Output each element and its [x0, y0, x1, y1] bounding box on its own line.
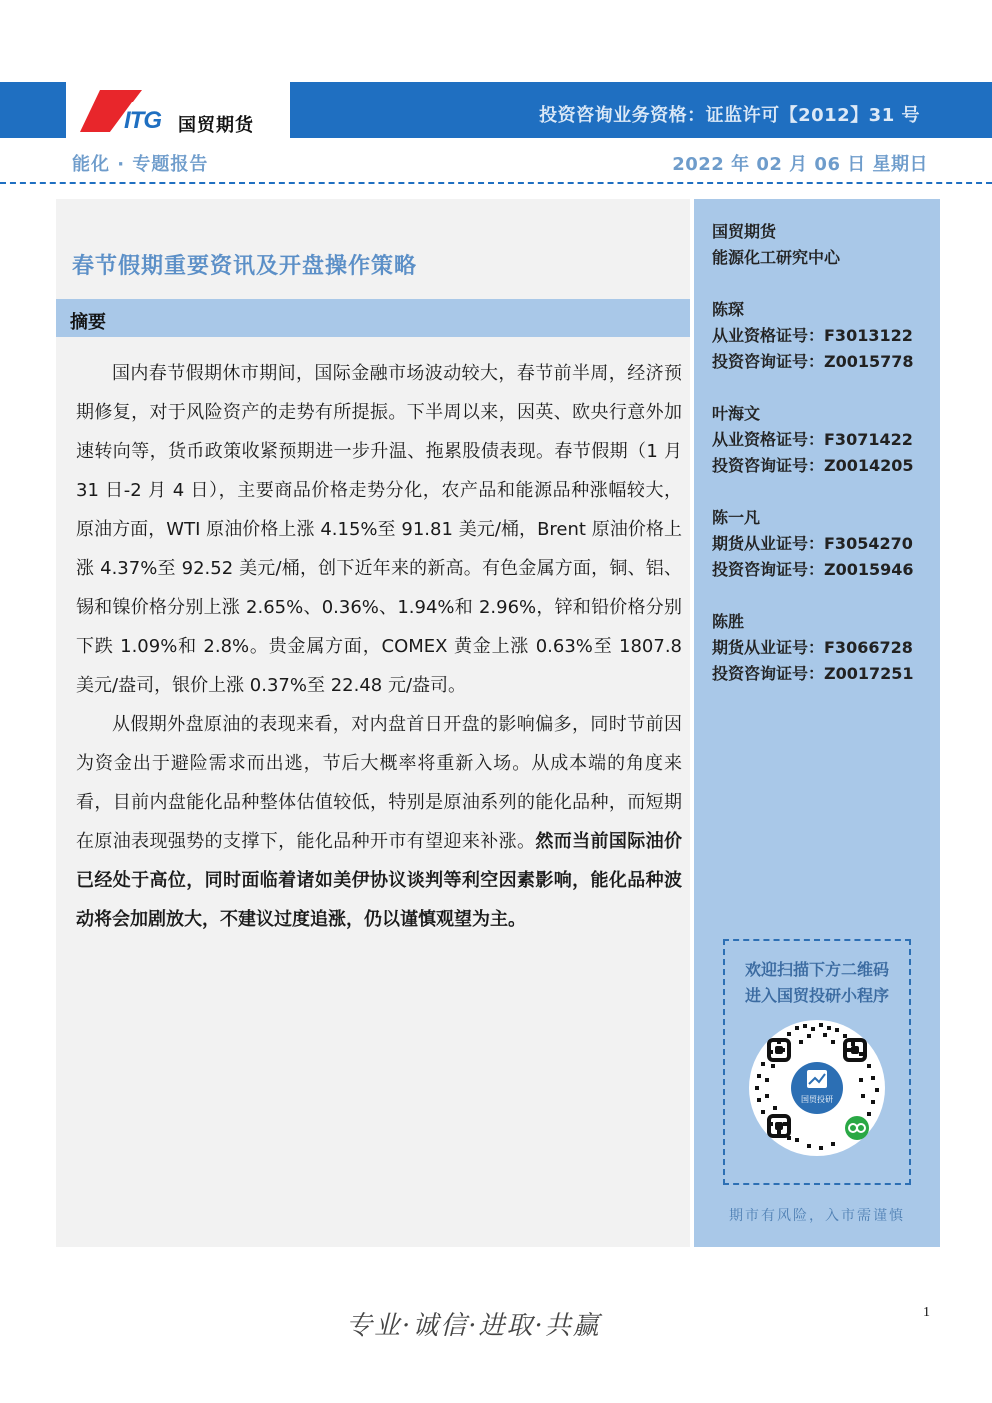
analyst-name: 陈琛: [712, 300, 745, 319]
analyst-license: 期货从业证号：F3066728: [712, 638, 913, 657]
logo-name: 国贸期货: [178, 115, 254, 136]
analyst-name: 叶海文: [712, 404, 761, 423]
abstract-label: 摘要: [70, 312, 106, 333]
logo-abbr: ITG: [124, 107, 161, 134]
qr-caption-2: 进入国贸投研小程序: [744, 986, 889, 1005]
paragraph-2: [76, 705, 682, 939]
paragraph-2-bold: 然而当前国际油价已经处于高位，同时面临着诸如美伊协议谈判等利空因素影响，能化品种波动将会加剧放大，不建议过度追涨，仍以谨慎观望为主。: [76, 831, 682, 930]
report-title: 春节假期重要资讯及开盘操作策略: [72, 254, 418, 279]
page-number: 1: [923, 1305, 930, 1320]
analyst-license: 期货从业证号：F3054270: [712, 534, 913, 553]
analyst-consult-license: 投资咨询证号：Z0015778: [712, 352, 914, 371]
risk-note: 期市有风险，入市需谨慎: [729, 1208, 905, 1224]
header-divider: [0, 182, 992, 184]
abstract-bar: [56, 299, 690, 337]
analyst-license: 从业资格证号：F3071422: [712, 430, 913, 449]
analyst-consult-license: 投资咨询证号：Z0014205: [712, 456, 914, 475]
analyst-name: 陈胜: [712, 612, 745, 631]
report-body: [76, 354, 682, 939]
sidebar-dept: 能源化工研究中心: [712, 248, 841, 267]
sidebar-company: 国贸期货: [712, 222, 777, 241]
analyst-name: 陈一凡: [712, 508, 761, 527]
qualification-text: 投资咨询业务资格：证监许可【2012】31 号: [539, 105, 920, 126]
footer-motto: 专业·诚信·进取·共赢: [346, 1311, 601, 1341]
analyst-consult-license: 投资咨询证号：Z0017251: [712, 664, 914, 683]
analyst-consult-license: 投资咨询证号：Z0015946: [712, 560, 914, 579]
report-date: 2022 年 02 月 06 日 星期日: [672, 154, 928, 175]
qr-caption-1: 欢迎扫描下方二维码: [744, 960, 889, 979]
paragraph-1: 国内春节假期休市期间，国际金融市场波动较大，春节前半周，经济预期修复，对于风险资产的走势有所提振。下半周以来，因英、欧央行意外加速转向等，货币政策收紧预期进一步升温、拖累股债表现。春节假期（1 月 31 日-2 月 4 日），主要商品价格走势分化，农产品和能源品种涨幅较大，原油方面，WTI 原油价格上涨 4.15%至 91.81 美元/桶，Brent 原油价格上涨 4.37%至 92.52 美元/桶，创下近年来的新高。有色金属方面，铜、铝、锡和镍价格分别上涨 2.65%、0.36%、1.94%和 2.96%，锌和铅价格分别下跌 1.09%和 2.8%。贵金属方面，COMEX 黄金上涨 0.63%至 1807.8 美元/盎司，银价上涨 0.37%至 22.48 元/盎司。: [76, 363, 682, 696]
paragraph-2-normal: 从假期外盘原油的表现来看，对内盘首日开盘的影响偏多，同时节前因为资金出于避险需求而出逃，节后大概率将重新入场。从成本端的角度来看，目前内盘能化品种整体估值较低，特别是原油系列的能化品种，而短期在原油表现强势的支撑下，能化品种开市有望迎来补涨。: [76, 714, 682, 852]
report-category: 能化 · 专题报告: [72, 154, 209, 175]
qr-code-icon[interactable]: [747, 1018, 887, 1158]
qr-center-label: 国贸投研: [801, 1095, 833, 1104]
analyst-license: 从业资格证号：F3013122: [712, 326, 913, 345]
